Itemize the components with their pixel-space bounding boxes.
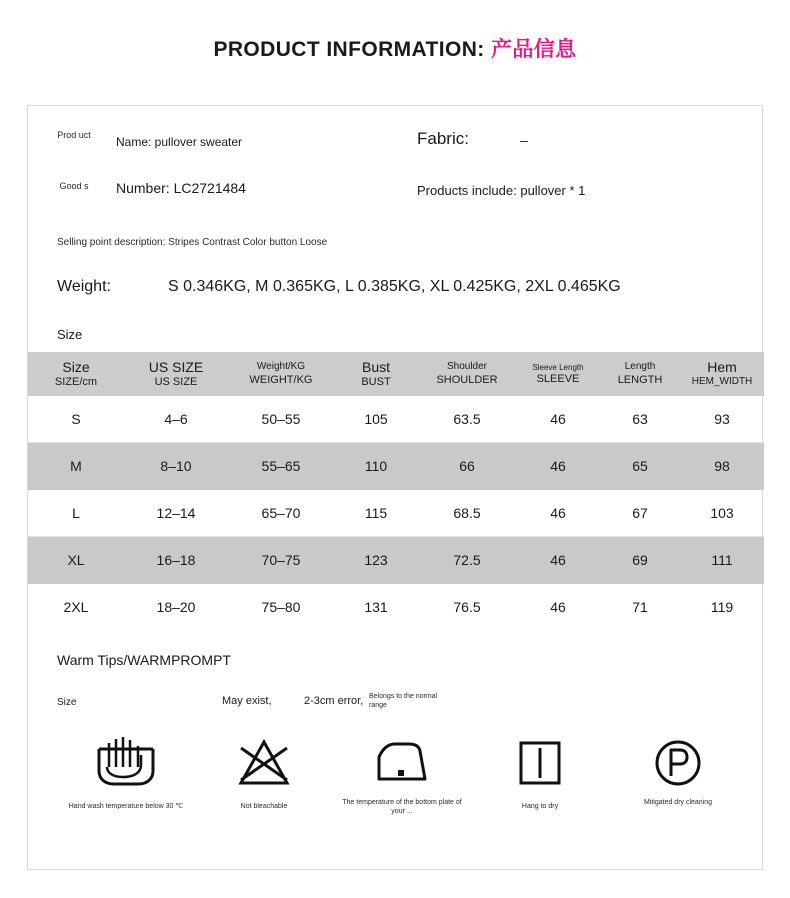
cell-shoulder: 63.5 [418, 396, 516, 443]
cell-size: S [28, 396, 124, 443]
header-cell-weight [228, 352, 334, 396]
header-cn-length: LENGTH [617, 374, 663, 386]
header-cn-shoulder: SHOULDER [436, 374, 498, 386]
header-en-length: Length [624, 361, 656, 372]
product-name: Name: pullover sweater [116, 135, 243, 149]
header-en-weight: Weight/KG [256, 361, 306, 372]
cell-us-size: 18–20 [156, 599, 196, 615]
products-include: Products include: pullover * 1 [417, 183, 586, 198]
header-en-hem: Hem [707, 359, 737, 375]
header-cn-hem: HEM_WIDTH [691, 376, 753, 387]
cell-size: M [28, 443, 124, 490]
product-info-block [28, 106, 762, 266]
cell-sleeve: 46 [516, 537, 600, 584]
weight-label: Weight: [57, 278, 111, 295]
size-section-label [28, 318, 762, 352]
care-icons-row [57, 732, 747, 816]
cell-sleeve: 46 [516, 443, 600, 490]
hang-dry-caption: Hang to dry [521, 803, 559, 810]
table-row [28, 537, 764, 584]
size-table [28, 352, 764, 630]
cell-hem: 98 [680, 443, 764, 490]
header-cell-size [28, 352, 124, 396]
goods-label: Good s [59, 181, 89, 191]
table-row [28, 443, 764, 490]
cell-hem: 103 [680, 490, 764, 537]
care-icon-dry-clean [609, 732, 747, 816]
header-cell-sleeve [516, 352, 600, 396]
weight-value: S 0.346KG, M 0.365KG, L 0.385KG, XL 0.425KG, 2XL 0.465KG [168, 278, 621, 295]
cell-weight: 65–70 [228, 490, 334, 537]
header-cn-bust: BUST [361, 376, 391, 388]
header-cn-sleeve: SLEEVE [536, 372, 580, 385]
size-label-text: Size [57, 327, 83, 342]
hang-to-dry-icon [471, 732, 609, 794]
no-bleach-icon [195, 732, 333, 794]
cell-us-size: 4–6 [124, 396, 228, 443]
cell-hem: 93 [680, 396, 764, 443]
cell-shoulder: 76.5 [453, 599, 481, 615]
weight-block [28, 266, 762, 318]
page-title [0, 0, 790, 63]
cell-weight: 75–80 [261, 599, 301, 615]
cell-length: 63 [600, 396, 680, 443]
cell-size: 2XL [63, 599, 89, 615]
dry-clean-p-icon [609, 732, 747, 794]
table-row [28, 490, 764, 537]
cell-bust: 110 [334, 443, 418, 490]
tips-normal-range: Belongs to the normal range [369, 693, 438, 709]
cell-bust: 123 [334, 537, 418, 584]
care-icon-no-bleach [195, 732, 333, 816]
warm-tips-title: Warm Tips/WARMPROMPT [57, 652, 231, 668]
selling-point-description: Selling point description: Stripes Contrast Color button Loose [57, 237, 328, 248]
info-card [27, 105, 763, 870]
cell-bust: 131 [364, 599, 388, 615]
header-en-bust: Bust [361, 359, 390, 375]
hand-wash-caption: Hand wash temperature below 30 ℃ [68, 803, 184, 810]
cell-size: L [28, 490, 124, 537]
header-cn-weight: WEIGHT/KG [249, 374, 313, 386]
tips-error-range: 2-3cm error, [304, 695, 364, 707]
header-en-us-size: US SIZE [148, 359, 204, 375]
header-cell-shoulder [418, 352, 516, 396]
product-label: Prod uct [57, 130, 91, 140]
header-cell-bust [334, 352, 418, 396]
care-icon-hang-dry [471, 732, 609, 816]
tips-may-exist: May exist, [222, 695, 272, 707]
cell-shoulder: 68.5 [418, 490, 516, 537]
cell-weight: 55–65 [228, 443, 334, 490]
fabric-label: Fabric: [417, 129, 469, 148]
header-cell-us-size [124, 352, 228, 396]
warm-tips-note [57, 694, 747, 716]
cell-length: 69 [600, 537, 680, 584]
cell-length: 65 [600, 443, 680, 490]
cell-us-size: 8–10 [124, 443, 228, 490]
size-table-header-row [28, 352, 764, 396]
iron-low-heat-icon [333, 732, 471, 794]
cell-hem: 119 [710, 599, 734, 615]
cell-size: XL [28, 537, 124, 584]
header-cn-us-size: US SIZE [154, 376, 198, 388]
cell-length: 71 [632, 599, 648, 615]
tips-size-label: Size [57, 697, 77, 708]
cell-bust: 115 [334, 490, 418, 537]
header-cell-hem [680, 352, 764, 396]
header-cell-length [600, 352, 680, 396]
dry-clean-caption: Mitigated dry cleaning [643, 799, 713, 806]
header-en-sleeve: Sleeve Length [532, 362, 584, 372]
cell-shoulder: 72.5 [418, 537, 516, 584]
page-title-cn: 产品信息 [490, 38, 577, 61]
cell-weight: 70–75 [228, 537, 334, 584]
table-row [28, 396, 764, 443]
cell-length: 67 [600, 490, 680, 537]
cell-weight: 50–55 [228, 396, 334, 443]
fabric-value: – [520, 132, 528, 148]
cell-shoulder: 66 [418, 443, 516, 490]
product-number: Number: LC2721484 [116, 180, 246, 196]
care-icon-hand-wash [57, 732, 195, 816]
cell-bust: 105 [334, 396, 418, 443]
header-cn-size: SIZE/cm [54, 376, 98, 388]
table-row [28, 584, 764, 631]
cell-us-size: 12–14 [124, 490, 228, 537]
hand-wash-icon [57, 732, 195, 794]
page-title-en: PRODUCT INFORMATION: [213, 38, 491, 61]
cell-sleeve: 46 [516, 396, 600, 443]
cell-us-size: 16–18 [124, 537, 228, 584]
iron-caption: The temperature of the bottom plate of your ... [342, 799, 462, 815]
no-bleach-caption: Not bleachable [240, 803, 288, 810]
cell-hem: 111 [680, 537, 764, 584]
header-en-size: Size [62, 359, 90, 375]
care-icon-iron [333, 732, 471, 816]
cell-sleeve: 46 [516, 490, 600, 537]
header-en-shoulder: Shoulder [446, 361, 488, 372]
cell-sleeve: 46 [550, 599, 566, 615]
